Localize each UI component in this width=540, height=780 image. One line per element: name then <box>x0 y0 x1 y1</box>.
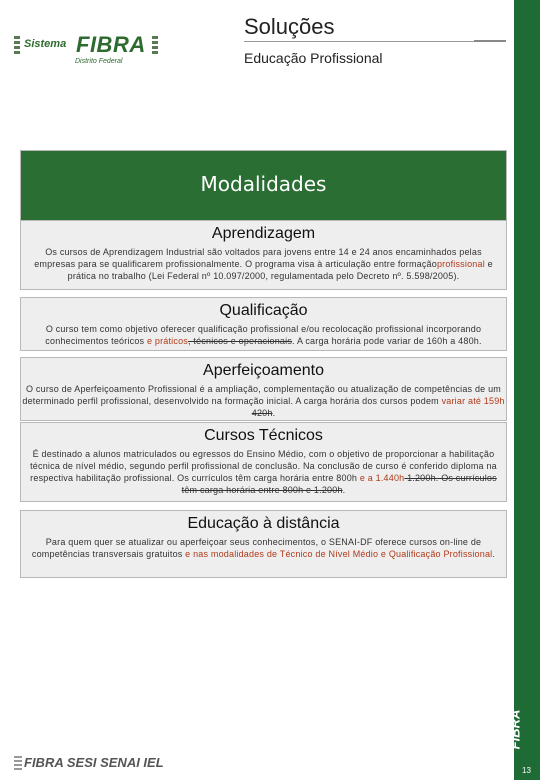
modalidades-banner <box>20 150 507 221</box>
body-text: e prática no trabalho (Lei Federal nº 10.097/2000, regulamentada pelo Decreto nº. 5.598/2005). <box>67 259 493 281</box>
body-text: O curso tem como objetivo oferecer qualificação profissional e/ou recolocação profissional incorporando conhecimentos teóricos <box>45 324 482 346</box>
section-heading: Aperfeiçoamento <box>203 362 324 379</box>
section-body <box>21 383 506 419</box>
body-text: . <box>342 485 346 495</box>
logo-region-text: Distrito Federal <box>75 58 123 65</box>
body-text: . <box>272 408 276 418</box>
highlight-text: e nas modalidades de Técnico de Nível Médio e Qualificação Profissional <box>185 549 493 559</box>
sidebar-fibra-logo <box>507 700 537 764</box>
section-aprendizagem <box>20 220 507 290</box>
section-heading: Educação à distância <box>187 515 340 532</box>
section-heading: Qualificação <box>219 302 308 319</box>
section-body <box>27 448 500 496</box>
body-text: Os cursos de Aprendizagem Industrial são voltados para jovens entre 14 e 24 anos encaminhados pelas empresas para se qualificarem profissionalmente. O programa visa à articulação entre formação <box>34 247 482 269</box>
highlight-text: e a 1.440h <box>359 473 405 483</box>
section-body <box>27 536 500 560</box>
highlight-text: variar até 159h <box>441 396 505 406</box>
header-logo <box>14 34 160 68</box>
section-cursos-tecnicos <box>20 422 507 502</box>
section-body <box>27 323 500 347</box>
section-aperfeicoamento <box>20 357 507 421</box>
logo-stripes-icon <box>152 36 158 56</box>
page-number: 13 <box>522 766 531 775</box>
section-body <box>27 246 500 282</box>
strikethrough-text: 1.200h. Os currículos têm carga horária entre 800h e 1.200h <box>181 473 497 495</box>
footer-brands <box>14 756 204 770</box>
banner-title: Modalidades <box>200 172 327 196</box>
strikethrough-text: , técnicos e operacionais <box>187 336 293 346</box>
title-divider-accent <box>474 40 506 42</box>
page-title: Soluções <box>244 14 335 39</box>
body-text: . A carga horária pode variar de 160h a 480h. <box>292 336 482 346</box>
logo-sistema-text: Sistema <box>24 38 67 50</box>
body-text: É destinado a alunos matriculados ou egressos do Ensino Médio, com o objetivo de proporcionar a habilitação técnica de nível médio, segundo perfil profissional de conclusão. Na conclusão de curso é conferido diploma na respectiva habilitação profissional. Os currículos têm carga horária entre 800h <box>30 449 497 483</box>
section-heading: Cursos Técnicos <box>204 427 323 444</box>
sidebar-band <box>507 0 540 780</box>
logo-fibra-text: FIBRA <box>76 32 146 57</box>
body-text: Para quem quer se atualizar ou aperfeiçoar seus conhecimentos, o SENAI-DF oferece cursos on-line de competências transversais gratuitos <box>31 537 482 559</box>
section-qualificacao <box>20 297 507 351</box>
section-heading: Aprendizagem <box>211 225 316 242</box>
sidebar-logo-text: FIBRA <box>507 709 523 750</box>
highlight-text: profissional <box>436 259 485 269</box>
highlight-text: e práticos <box>146 336 188 346</box>
body-text: . <box>492 549 496 559</box>
strikethrough-text: 420h <box>251 408 273 418</box>
body-text: O curso de Aperfeiçoamento Profissional é a ampliação, complementação ou atualização de competências de um determinado perfil profissional, desenvolvido na formação inicial. A carga horária dos cursos podem <box>22 384 501 406</box>
section-educacao-distancia <box>20 510 507 578</box>
footer-brands-text: FIBRA SESI SENAI IEL <box>24 755 164 770</box>
logo-stripes-icon <box>14 36 20 56</box>
title-divider <box>244 41 506 42</box>
footer-stripes-icon <box>14 756 22 772</box>
page-subtitle: Educação Profissional <box>244 50 383 66</box>
